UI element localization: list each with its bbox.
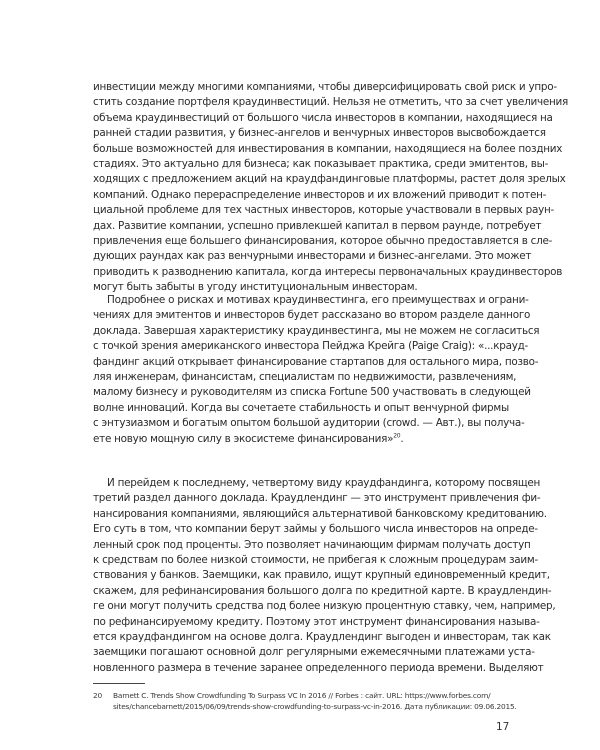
text-line-content: ете новую мощную силу в экосистеме финансирования» xyxy=(93,432,394,445)
text-line: по рефинансируемому кредиту. Поэтому этот инструмент финансирования называ- xyxy=(93,615,540,628)
text-line: третий раздел данного доклада. Краудлендинг — это инструмент привлечения фи- xyxy=(93,492,541,505)
text-line: циальной проблеме для тех частных инвесторов, которые участвовали в первых раун- xyxy=(93,204,555,217)
text-line: инвестиции между многими компаниями, чтобы диверсифицировать свой риск и упро- xyxy=(93,81,557,93)
text-line: волне инноваций. Когда вы сочетаете стабильность и опыт венчурной фирмы xyxy=(93,401,509,414)
text-line: ется краудфандингом на основе долга. Краудлендинг выгоден и инвесторам, так как xyxy=(93,630,551,643)
text-line: фандинг акций открывает финансирование стартапов для остального мира, позво- xyxy=(93,355,539,368)
text-line: новленного размера в течение заранее определенного периода времени. Выделяют xyxy=(93,661,544,674)
text-line: с точкой зрения американского инвестора Пейджа Крейга (Paige Craig): «...крауд- xyxy=(93,340,529,353)
text-line: чениях для эмитентов и инвесторов будет рассказано во втором разделе данного xyxy=(93,309,531,322)
text-line: стить создание портфеля краудинвестиций. Нельзя не отметить, что за счет увеличения xyxy=(93,96,569,109)
text-line: дах. Развитие компании, успешно привлекшей капитал в первом раунде, потребует xyxy=(93,219,542,232)
text-line: к средствам по более низкой стоимости, не прибегая к сложным процедурам заим- xyxy=(93,553,539,566)
footnote-reference[interactable]: 20 xyxy=(393,432,401,440)
text-line: ге они могут получить средства под более низкую процентную ставку, чем, например, xyxy=(93,600,556,613)
footnote xyxy=(93,690,517,712)
text-line: нансирования компаниями, являющийся альтернативой банковскому кредитованию. xyxy=(93,507,547,520)
text-line-with-footnote xyxy=(93,432,507,447)
text-line: привлечения еще большего финансирования, которое обычно предоставляется в сле- xyxy=(93,234,553,247)
footnote-text-2: sites/chancebarnett/2015/06/09/trends-show-crowdfunding-to-surpass-vc-in-2016. Дата публикации: 09.06.2015. xyxy=(113,702,517,711)
text-line: дующих раундах как раз венчурными инвесторами и бизнес-ангелами. Это может xyxy=(93,250,532,263)
paragraph-3 xyxy=(93,476,556,676)
sentence-end: . xyxy=(400,432,404,445)
text-line: малому бизнесу и руководителям из списка Fortune 500 участвовать в следующей xyxy=(93,386,531,399)
text-line: ствования у банков. Заемщики, как правило, ищут крупный единовременный кредит, xyxy=(93,569,550,582)
text-line: ранней стадии развития, у бизнес-ангелов и венчурных инвесторов высвобождается xyxy=(93,127,546,140)
text-line: ходящих с предложением акций на краудфандинговые платформы, растет доля зрелых xyxy=(93,173,566,186)
text-line: могут быть забыты в угоду институциональным инвесторам. xyxy=(93,281,418,294)
text-line: доклада. Завершая характеристику краудинвестинга, мы не можем не согласиться xyxy=(93,324,540,337)
text-line: заемщики погашают основной долг регулярными ежемесячными платежами уста- xyxy=(93,646,535,659)
footnote-line-1 xyxy=(93,690,507,701)
text-line: Подробнее о рисках и мотивах краудинвестинга, его преимуществах и ограни- xyxy=(107,294,529,306)
footnote-number: 20 xyxy=(93,691,103,700)
text-line: ляя инженерам, финансистам, специалистам по недвижимости, развлечениям, xyxy=(93,370,517,383)
text-line: И перейдем к последнему, четвертому виду краудфандинга, которому посвящен xyxy=(107,477,541,489)
footnote-divider xyxy=(93,683,145,684)
text-line: ленный срок под проценты. Это позволяет начинающим фирмам получать доступ xyxy=(93,538,531,551)
page-number: 17 xyxy=(496,721,510,733)
paragraph-1 xyxy=(93,80,569,295)
text-line: Его суть в том, что компании берут займы у большого числа инвесторов на опреде- xyxy=(93,523,538,536)
text-line: скажем, для рефинансирования большого долга по кредитной карте. В краудлендин- xyxy=(93,584,552,597)
footnote-text-1: Barnett C. Trends Show Crowdfunding To Surpass VC In 2016 // Forbes : сайт. URL: https://www.forbes.com/ xyxy=(113,691,491,700)
text-line: объема краудинвестиций от большого числа инвесторов в компании, находящиеся на xyxy=(93,111,553,124)
paragraph-2 xyxy=(93,293,540,447)
text-line: компаний. Однако перераспределение инвесторов и их вложений приводит к потен- xyxy=(93,188,547,201)
text-line: больше возможностей для инвестирования в компании, находящиеся на более поздних xyxy=(93,142,563,155)
text-line: приводить к разводнению капитала, когда интересы первоначальных краудинвесторов xyxy=(93,265,563,278)
text-line: с энтузиазмом и богатым опытом большой аудитории (crowd. — Авт.), вы получа- xyxy=(93,417,525,430)
text-line: стадиях. Это актуально для бизнеса; как показывает практика, среди эмитентов, вы- xyxy=(93,157,549,170)
